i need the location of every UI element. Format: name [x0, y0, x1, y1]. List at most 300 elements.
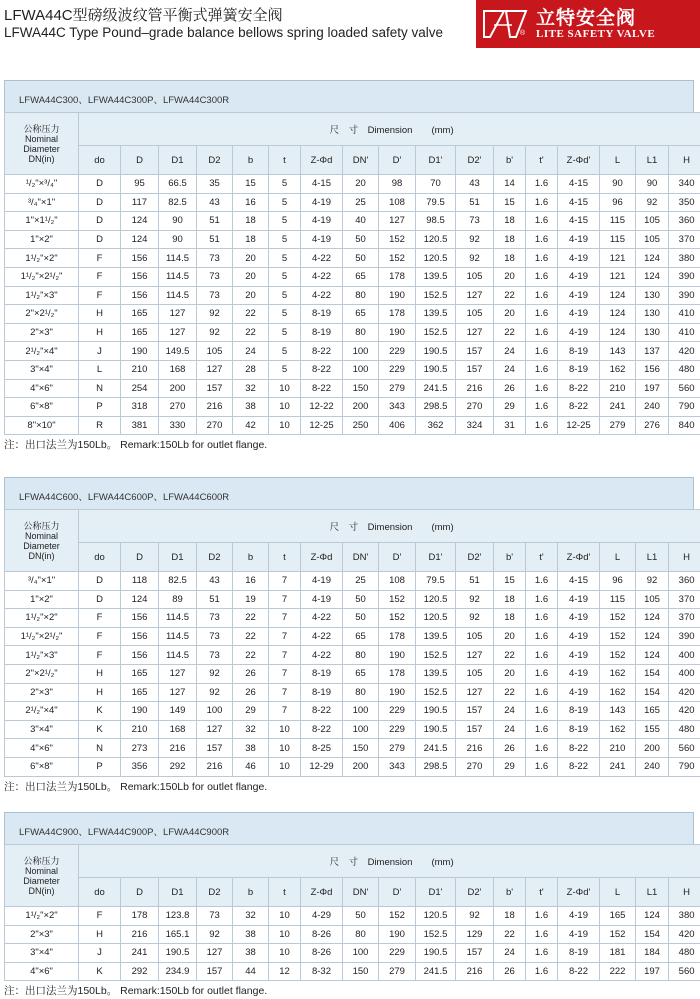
pressure-diameter-header [5, 113, 79, 175]
spec-section [4, 80, 694, 453]
value-cell: D [79, 230, 121, 249]
value-cell: 20 [233, 286, 269, 305]
size-cell: 2"×3" [5, 683, 79, 702]
value-cell: 157 [456, 360, 494, 379]
value-cell: 127 [456, 683, 494, 702]
value-cell: 139.5 [416, 305, 456, 324]
value-cell: 4-19 [301, 212, 343, 231]
value-cell: 100 [343, 720, 379, 739]
value-cell: 8-32 [301, 962, 343, 981]
value-cell: 5 [269, 360, 301, 379]
value-cell: 124 [636, 249, 669, 268]
value-cell: 108 [379, 572, 416, 591]
value-cell: 65 [343, 267, 379, 286]
value-cell: 10 [269, 379, 301, 398]
value-cell: 241 [600, 398, 636, 417]
value-cell: 197 [636, 962, 669, 981]
value-cell: 35 [197, 175, 233, 194]
column-header: t [269, 543, 301, 572]
value-cell: 8-22 [558, 757, 600, 776]
column-header: D [121, 878, 159, 907]
value-cell: 292 [159, 757, 197, 776]
value-cell: 32 [233, 720, 269, 739]
value-cell: 90 [600, 175, 636, 194]
column-header: t [269, 878, 301, 907]
value-cell: 4-19 [558, 323, 600, 342]
value-cell: 1.6 [526, 230, 558, 249]
value-cell: 26 [494, 739, 526, 758]
model-list: LFWA44C900、LFWA44C900P、LFWA44C900R [4, 812, 694, 844]
value-cell: 1.6 [526, 907, 558, 926]
value-cell: 8-22 [558, 398, 600, 417]
value-cell: 80 [343, 286, 379, 305]
value-cell: 162 [600, 664, 636, 683]
value-cell: 90 [159, 230, 197, 249]
value-cell: 1.6 [526, 379, 558, 398]
value-cell: 480 [669, 360, 700, 379]
column-header: D1 [159, 543, 197, 572]
header-nominal: Nominal [5, 531, 78, 541]
table-row [5, 962, 700, 981]
value-cell: 178 [379, 305, 416, 324]
value-cell: 156 [636, 360, 669, 379]
value-cell: 4-19 [558, 646, 600, 665]
table-row [5, 702, 700, 721]
value-cell: 273 [121, 739, 159, 758]
value-cell: 82.5 [159, 572, 197, 591]
table-row [5, 757, 700, 776]
value-cell: 279 [379, 739, 416, 758]
value-cell: 229 [379, 342, 416, 361]
value-cell: 127 [197, 944, 233, 963]
value-cell: 24 [494, 720, 526, 739]
value-cell: 24 [494, 360, 526, 379]
value-cell: 210 [121, 720, 159, 739]
value-cell: 24 [494, 342, 526, 361]
value-cell: 210 [121, 360, 159, 379]
value-cell: 90 [159, 212, 197, 231]
value-cell: 22 [233, 609, 269, 628]
value-cell: 410 [669, 323, 700, 342]
value-cell: 120.5 [416, 590, 456, 609]
value-cell: 100 [343, 342, 379, 361]
value-cell: 168 [159, 720, 197, 739]
value-cell: 92 [456, 249, 494, 268]
size-cell: 3"×4" [5, 360, 79, 379]
header-pressure-cn: 公称压力 [5, 521, 78, 531]
value-cell: 360 [669, 212, 700, 231]
value-cell: 168 [159, 360, 197, 379]
spec-table [4, 844, 700, 981]
table-row [5, 379, 700, 398]
header-pressure-cn: 公称压力 [5, 124, 78, 134]
value-cell: 190.5 [416, 342, 456, 361]
value-cell: 12-25 [301, 416, 343, 435]
value-cell: 73 [197, 249, 233, 268]
column-header: D1 [159, 878, 197, 907]
value-cell: 50 [343, 249, 379, 268]
value-cell: F [79, 249, 121, 268]
value-cell: H [79, 323, 121, 342]
value-cell: 279 [379, 962, 416, 981]
value-cell: 105 [636, 230, 669, 249]
value-cell: 31 [494, 416, 526, 435]
value-cell: 20 [233, 249, 269, 268]
header-nominal: Nominal [5, 134, 78, 144]
value-cell: 152 [600, 609, 636, 628]
table-row [5, 416, 700, 435]
value-cell: 22 [233, 305, 269, 324]
size-cell: ¹/₂"×³/₄" [5, 175, 79, 194]
value-cell: D [79, 590, 121, 609]
value-cell: D [79, 193, 121, 212]
value-cell: 105 [197, 342, 233, 361]
value-cell: 150 [343, 739, 379, 758]
value-cell: 92 [197, 305, 233, 324]
size-cell: ³/₄"×1" [5, 572, 79, 591]
value-cell: 4-19 [301, 193, 343, 212]
size-cell: 1¹/₂"×2" [5, 609, 79, 628]
value-cell: 1.6 [526, 398, 558, 417]
value-cell: 229 [379, 360, 416, 379]
value-cell: 18 [494, 212, 526, 231]
value-cell: 4-15 [558, 212, 600, 231]
column-header: L [600, 878, 636, 907]
column-header: H [669, 878, 700, 907]
value-cell: 92 [456, 230, 494, 249]
value-cell: 25 [343, 572, 379, 591]
value-cell: 114.5 [159, 646, 197, 665]
value-cell: 12-25 [558, 416, 600, 435]
value-cell: 129 [456, 925, 494, 944]
value-cell: 157 [456, 944, 494, 963]
value-cell: 4-19 [558, 230, 600, 249]
value-cell: 51 [197, 212, 233, 231]
header-diameter: Diameter [5, 876, 78, 886]
value-cell: 560 [669, 739, 700, 758]
value-cell: 190 [121, 342, 159, 361]
value-cell: 190.5 [159, 944, 197, 963]
value-cell: 90 [636, 175, 669, 194]
value-cell: 4-19 [558, 305, 600, 324]
value-cell: 73 [197, 646, 233, 665]
value-cell: 127 [159, 683, 197, 702]
value-cell: 156 [121, 267, 159, 286]
value-cell: 121 [600, 267, 636, 286]
value-cell: 190 [379, 646, 416, 665]
value-cell: 790 [669, 757, 700, 776]
value-cell: 8-19 [301, 664, 343, 683]
value-cell: 154 [636, 664, 669, 683]
value-cell: 100 [343, 702, 379, 721]
value-cell: 229 [379, 944, 416, 963]
value-cell: 279 [379, 379, 416, 398]
value-cell: 276 [636, 416, 669, 435]
column-header: Z-Φd [301, 543, 343, 572]
value-cell: 1.6 [526, 342, 558, 361]
value-cell: 152 [600, 646, 636, 665]
value-cell: 279 [600, 416, 636, 435]
logo-text-en: LITE SAFETY VALVE [536, 28, 655, 40]
column-header: H [669, 543, 700, 572]
size-cell: 1¹/₂"×2¹/₂" [5, 267, 79, 286]
value-cell: 200 [636, 739, 669, 758]
value-cell: 20 [494, 267, 526, 286]
value-cell: 340 [669, 175, 700, 194]
value-cell: 178 [121, 907, 159, 926]
value-cell: 184 [636, 944, 669, 963]
value-cell: 154 [636, 683, 669, 702]
value-cell: 370 [669, 230, 700, 249]
value-cell: 4-19 [558, 609, 600, 628]
value-cell: 38 [233, 739, 269, 758]
value-cell: 4-19 [301, 230, 343, 249]
value-cell: 4-15 [558, 193, 600, 212]
value-cell: 1.6 [526, 193, 558, 212]
value-cell: 154 [636, 925, 669, 944]
value-cell: 7 [269, 590, 301, 609]
table-row [5, 609, 700, 628]
value-cell: 18 [494, 609, 526, 628]
size-cell: 4"×6" [5, 962, 79, 981]
value-cell: 4-19 [558, 925, 600, 944]
column-header: D2' [456, 146, 494, 175]
value-cell: 156 [121, 286, 159, 305]
value-cell: 1.6 [526, 739, 558, 758]
value-cell: 5 [269, 323, 301, 342]
value-cell: 124 [121, 212, 159, 231]
value-cell: 4-15 [558, 175, 600, 194]
column-header: Z-Φd' [558, 146, 600, 175]
column-header: Z-Φd [301, 878, 343, 907]
value-cell: 29 [233, 702, 269, 721]
value-cell: 38 [233, 925, 269, 944]
value-cell: 1.6 [526, 175, 558, 194]
value-cell: 127 [456, 646, 494, 665]
value-cell: 24 [233, 342, 269, 361]
value-cell: 1.6 [526, 590, 558, 609]
table-row [5, 230, 700, 249]
value-cell: 8-22 [301, 379, 343, 398]
value-cell: F [79, 267, 121, 286]
value-cell: 210 [600, 379, 636, 398]
value-cell: 127 [159, 323, 197, 342]
value-cell: 270 [159, 398, 197, 417]
value-cell: 8-22 [301, 720, 343, 739]
value-cell: 149.5 [159, 342, 197, 361]
value-cell: 50 [343, 230, 379, 249]
value-cell: 105 [456, 305, 494, 324]
value-cell: N [79, 739, 121, 758]
value-cell: 130 [636, 305, 669, 324]
value-cell: 1.6 [526, 212, 558, 231]
value-cell: 26 [233, 683, 269, 702]
value-cell: H [79, 683, 121, 702]
value-cell: 152.5 [416, 286, 456, 305]
value-cell: 114.5 [159, 627, 197, 646]
value-cell: 42 [233, 416, 269, 435]
value-cell: 16 [233, 193, 269, 212]
value-cell: 38 [233, 398, 269, 417]
value-cell: 1.6 [526, 702, 558, 721]
value-cell: 117 [121, 193, 159, 212]
value-cell: 70 [416, 175, 456, 194]
value-cell: 318 [121, 398, 159, 417]
value-cell: 73 [197, 267, 233, 286]
value-cell: 1.6 [526, 286, 558, 305]
value-cell: 840 [669, 416, 700, 435]
value-cell: 1.6 [526, 627, 558, 646]
value-cell: 8-22 [301, 342, 343, 361]
value-cell: 10 [269, 757, 301, 776]
column-header: L [600, 146, 636, 175]
value-cell: 1.6 [526, 267, 558, 286]
value-cell: 73 [197, 627, 233, 646]
value-cell: 15 [494, 193, 526, 212]
value-cell: 152.5 [416, 323, 456, 342]
value-cell: 7 [269, 609, 301, 628]
value-cell: 20 [494, 305, 526, 324]
value-cell: 8-22 [558, 962, 600, 981]
value-cell: 152 [379, 609, 416, 628]
value-cell: 4-22 [301, 627, 343, 646]
logo-text-cn: 立特安全阀 [536, 3, 636, 30]
value-cell: 156 [121, 646, 159, 665]
value-cell: 343 [379, 757, 416, 776]
value-cell: 270 [456, 757, 494, 776]
value-cell: 4-19 [558, 664, 600, 683]
model-list: LFWA44C300、LFWA44C300P、LFWA44C300R [4, 80, 694, 112]
value-cell: 108 [379, 193, 416, 212]
value-cell: K [79, 720, 121, 739]
value-cell: 157 [197, 739, 233, 758]
value-cell: 197 [636, 379, 669, 398]
value-cell: P [79, 757, 121, 776]
value-cell: 1.6 [526, 572, 558, 591]
value-cell: 114.5 [159, 609, 197, 628]
value-cell: 105 [456, 627, 494, 646]
value-cell: 356 [121, 757, 159, 776]
value-cell: 124 [636, 267, 669, 286]
value-cell: 18 [494, 230, 526, 249]
value-cell: H [79, 664, 121, 683]
value-cell: F [79, 646, 121, 665]
value-cell: 420 [669, 342, 700, 361]
value-cell: 343 [379, 398, 416, 417]
value-cell: 222 [600, 962, 636, 981]
value-cell: 98.5 [416, 212, 456, 231]
value-cell: 190.5 [416, 360, 456, 379]
value-cell: 4-22 [301, 286, 343, 305]
value-cell: 149 [159, 702, 197, 721]
value-cell: 98 [379, 175, 416, 194]
value-cell: 5 [269, 230, 301, 249]
value-cell: 229 [379, 720, 416, 739]
value-cell: 40 [343, 212, 379, 231]
value-cell: 4-19 [558, 590, 600, 609]
value-cell: 178 [379, 267, 416, 286]
column-header: t' [526, 878, 558, 907]
value-cell: 10 [269, 416, 301, 435]
column-header: b' [494, 146, 526, 175]
value-cell: 50 [343, 907, 379, 926]
outlet-flange-note: 注：出口法兰为150Lb。 Remark:150Lb for outlet flange. [4, 779, 694, 795]
value-cell: 8-26 [301, 925, 343, 944]
value-cell: 92 [197, 925, 233, 944]
value-cell: 790 [669, 398, 700, 417]
spec-table [4, 112, 700, 435]
value-cell: 38 [233, 944, 269, 963]
value-cell: 150 [343, 379, 379, 398]
value-cell: 80 [343, 323, 379, 342]
value-cell: 114.5 [159, 267, 197, 286]
table-row [5, 683, 700, 702]
value-cell: 96 [600, 572, 636, 591]
column-header: Z-Φd' [558, 543, 600, 572]
value-cell: 82.5 [159, 193, 197, 212]
value-cell: 181 [600, 944, 636, 963]
value-cell: 152.5 [416, 925, 456, 944]
value-cell: 127 [159, 664, 197, 683]
column-header: D' [379, 878, 416, 907]
value-cell: 190 [379, 683, 416, 702]
column-header: D2' [456, 878, 494, 907]
value-cell: 270 [456, 398, 494, 417]
value-cell: 390 [669, 627, 700, 646]
value-cell: 44 [233, 962, 269, 981]
pressure-diameter-header [5, 845, 79, 907]
value-cell: 241.5 [416, 739, 456, 758]
value-cell: 152 [379, 230, 416, 249]
value-cell: 22 [233, 627, 269, 646]
value-cell: 22 [494, 646, 526, 665]
table-row [5, 267, 700, 286]
value-cell: 51 [197, 230, 233, 249]
outlet-flange-note: 注：出口法兰为150Lb。 Remark:150Lb for outlet flange. [4, 437, 694, 453]
value-cell: 137 [636, 342, 669, 361]
value-cell: 10 [269, 720, 301, 739]
column-header: D1' [416, 878, 456, 907]
value-cell: 1.6 [526, 962, 558, 981]
value-cell: 18 [494, 590, 526, 609]
value-cell: 381 [121, 416, 159, 435]
table-row [5, 739, 700, 758]
column-header: D2 [197, 146, 233, 175]
value-cell: 1.6 [526, 360, 558, 379]
value-cell: 152 [379, 907, 416, 926]
value-cell: 234.9 [159, 962, 197, 981]
table-row [5, 944, 700, 963]
value-cell: 124 [121, 230, 159, 249]
value-cell: 80 [343, 925, 379, 944]
table-row [5, 720, 700, 739]
value-cell: 406 [379, 416, 416, 435]
value-cell: 105 [456, 267, 494, 286]
header-diameter: Diameter [5, 144, 78, 154]
value-cell: 120.5 [416, 609, 456, 628]
title-english: LFWA44C Type Pound–grade balance bellows spring loaded safety valve [4, 25, 443, 40]
value-cell: 152.5 [416, 646, 456, 665]
column-header: b [233, 146, 269, 175]
value-cell: 29 [494, 398, 526, 417]
value-cell: 7 [269, 627, 301, 646]
value-cell: 1.6 [526, 944, 558, 963]
value-cell: 4-19 [558, 683, 600, 702]
column-header: D [121, 543, 159, 572]
column-header: b' [494, 543, 526, 572]
size-cell: 1¹/₂"×3" [5, 646, 79, 665]
dimension-header: 尺 寸 Dimension (mm) [79, 845, 700, 878]
